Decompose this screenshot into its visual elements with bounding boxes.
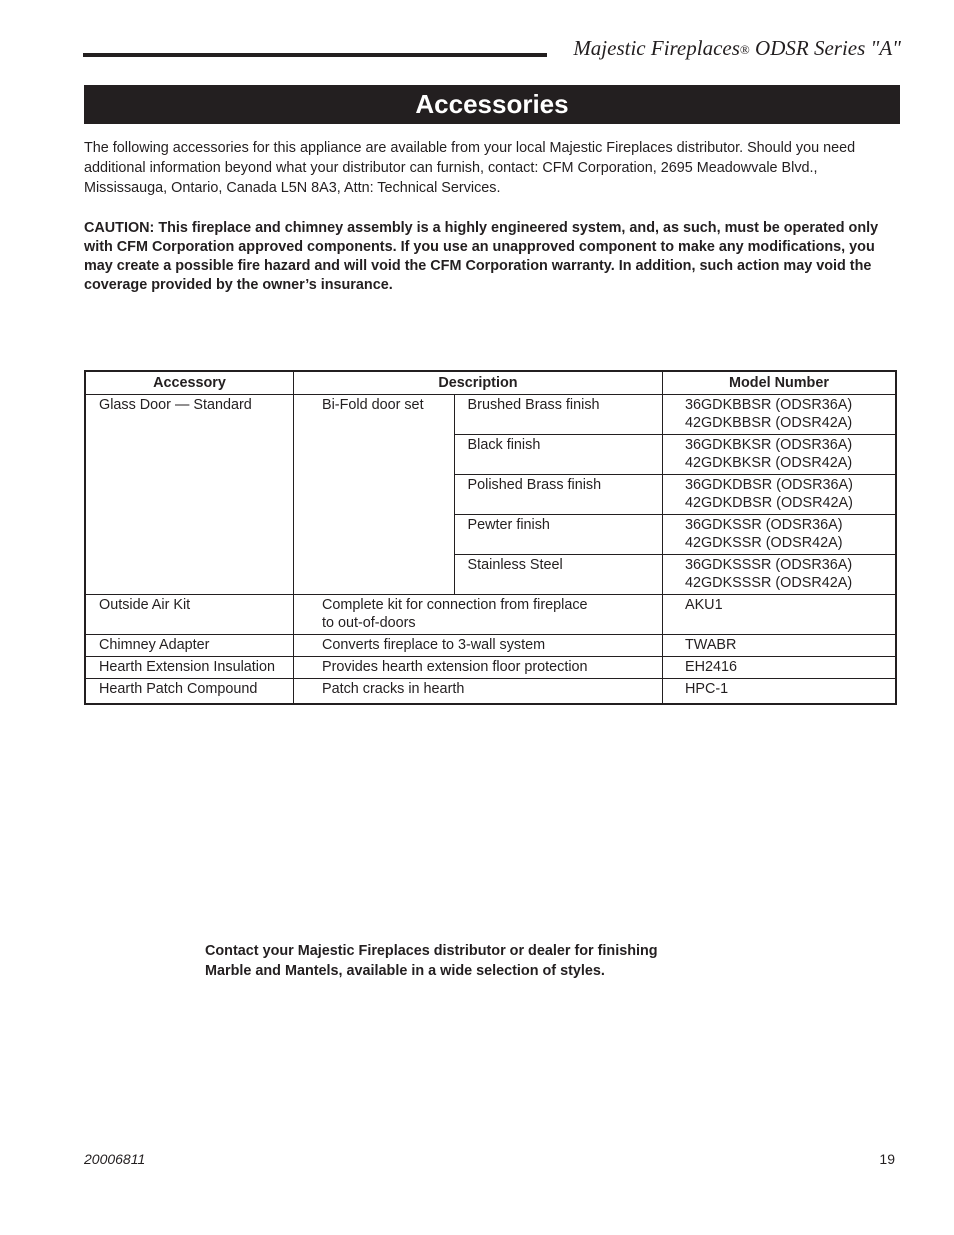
section-banner: Accessories — [84, 85, 900, 124]
table-row — [85, 679, 896, 705]
accessories-table — [84, 370, 897, 705]
cell-accessory: Hearth Extension Insulation — [85, 657, 293, 679]
cell-accessory: Glass Door — Standard — [85, 395, 293, 595]
cell-model: EH2416 — [662, 657, 896, 679]
cell-model — [662, 555, 896, 595]
cell-accessory: Outside Air Kit — [85, 595, 293, 635]
model-line: 42GDKSSSR (ODSR42A) — [684, 575, 853, 591]
model-line: 42GDKBKSR (ODSR42A) — [684, 455, 853, 471]
cell-description: Patch cracks in hearth — [293, 679, 662, 705]
cell-description: Provides hearth extension floor protection — [293, 657, 662, 679]
model-line: 36GDKBKSR (ODSR36A) — [684, 437, 853, 453]
table-row — [85, 395, 896, 435]
table-row — [85, 657, 896, 679]
finishing-note-line: Marble and Mantels, available in a wide selection of styles. — [205, 963, 605, 979]
intro-paragraph: The following accessories for this appliance are available from your local Majestic Fireplaces distributor. Should you need additional information beyond what your distributor can furnish, contact: CFM Corporation, 2695 Meadowvale Blvd., Mississauga, Ontario, Canada L5N 8A3, Attn: Technical Services. — [84, 140, 856, 196]
header-brand: Majestic Fireplaces — [573, 36, 740, 60]
cell-model: HPC-1 — [662, 679, 896, 705]
cell-description: Converts fireplace to 3-wall system — [293, 635, 662, 657]
cell-description — [293, 595, 662, 635]
cell-model — [662, 515, 896, 555]
finishing-note-line: Contact your Majestic Fireplaces distributor or dealer for finishing — [205, 943, 658, 959]
document-number: 20006811 — [84, 1151, 146, 1167]
header-rule — [83, 53, 547, 57]
description-line: to out-of-doors — [321, 615, 416, 631]
model-line: 42GDKSSR (ODSR42A) — [684, 535, 843, 551]
header-series: ODSR Series "A" — [749, 36, 901, 60]
finishing-note — [205, 941, 725, 981]
cell-finish: Polished Brass finish — [454, 475, 662, 515]
model-line: 42GDKDBSR (ODSR42A) — [684, 495, 853, 511]
caution-paragraph: CAUTION: This fireplace and chimney assembly is a highly engineered system, and, as such, must be operated only with CFM Corporation approved components. If you use an unapproved component to make any modifications, you may create a possible fire hazard and will void the CFM Corporation warranty. In addition, such action may void the coverage provided by the owner’s insurance. — [84, 220, 879, 293]
cell-model — [662, 475, 896, 515]
model-line: 42GDKBBSR (ODSR42A) — [684, 415, 853, 431]
table-row — [85, 595, 896, 635]
cell-finish: Pewter finish — [454, 515, 662, 555]
page-number: 19 — [879, 1151, 895, 1167]
header-model: Model Number — [662, 371, 896, 395]
cell-accessory: Chimney Adapter — [85, 635, 293, 657]
cell-model: AKU1 — [662, 595, 896, 635]
table-row — [85, 635, 896, 657]
cell-model — [662, 435, 896, 475]
header-title — [573, 36, 901, 61]
cell-model — [662, 395, 896, 435]
table-header-row — [85, 371, 896, 395]
description-line: Complete kit for connection from fireplace — [321, 597, 588, 613]
cell-finish: Stainless Steel — [454, 555, 662, 595]
cell-description: Bi-Fold door set — [293, 395, 454, 595]
model-line: 36GDKSSSR (ODSR36A) — [684, 557, 853, 573]
registered-mark: ® — [739, 42, 750, 57]
cell-accessory: Hearth Patch Compound — [85, 679, 293, 705]
model-line: 36GDKDBSR (ODSR36A) — [684, 477, 853, 493]
header-accessory: Accessory — [85, 371, 293, 395]
model-line: 36GDKSSR (ODSR36A) — [684, 517, 843, 533]
cell-finish: Black finish — [454, 435, 662, 475]
cell-finish: Brushed Brass finish — [454, 395, 662, 435]
cell-model: TWABR — [662, 635, 896, 657]
header-description: Description — [293, 371, 662, 395]
model-line: 36GDKBBSR (ODSR36A) — [684, 397, 853, 413]
